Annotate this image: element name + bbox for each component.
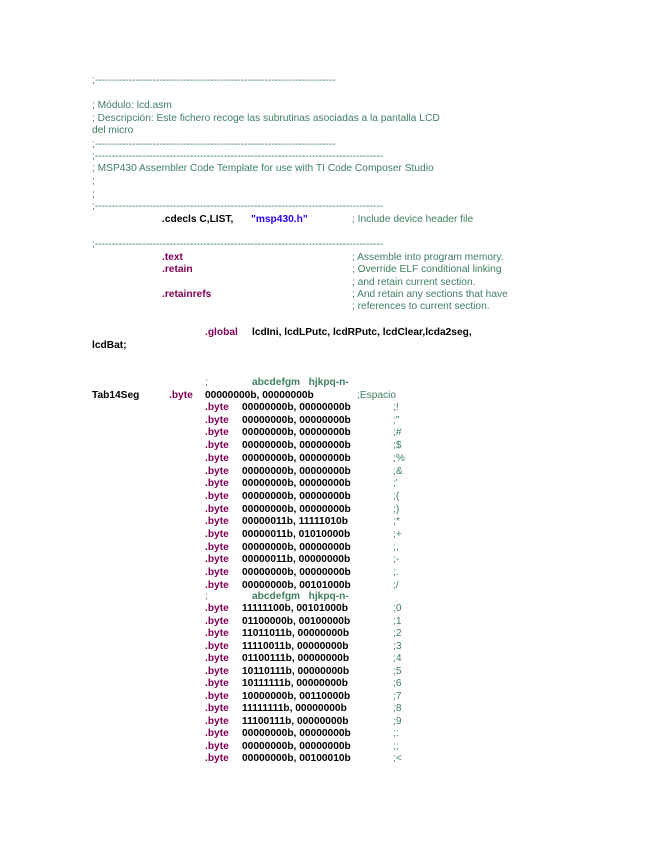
byte-directive: .byte (205, 427, 229, 439)
template-comment: ; MSP430 Assembler Code Template for use with TI Code Composer Studio (92, 163, 434, 174)
global-directive: .global (205, 327, 238, 338)
description-comment: ; Descripción: Este fichero recoge las subrutinas asociadas a la pantalla LCD (92, 113, 440, 124)
section-comment: ; and retain current section. (352, 277, 476, 288)
byte-values: 11111100b, 00101000b (242, 603, 348, 614)
char-comment: ;- (393, 554, 400, 566)
char-comment: ;' (393, 478, 398, 490)
char-comment: ;6 (393, 678, 402, 689)
byte-values: 00000000b, 00000000b (242, 452, 351, 464)
char-comment: ;3 (393, 640, 402, 652)
char-comment: ;) (393, 503, 400, 515)
byte-values: 00000000b, 00000000b (242, 427, 351, 439)
section-comment: ; Assemble into program memory. (352, 252, 504, 263)
byte-values: 11110011b, 00000000b (242, 640, 349, 652)
byte-directive: .byte (205, 640, 229, 652)
byte-directive: .byte (205, 516, 229, 528)
section-directive: .retain (162, 264, 193, 275)
byte-values: 00000000b, 00000000b (242, 728, 351, 739)
char-comment: ;8 (393, 703, 402, 714)
byte-directive: .byte (205, 554, 229, 566)
separator-line: ;------------------------------------------------------------------------------------- (92, 239, 384, 250)
separator-line: ;----------------------------------------------------------------------- (92, 139, 336, 150)
byte-directive: .byte (205, 440, 229, 452)
byte-values: 00000000b, 00000000b (242, 440, 351, 452)
char-comment: ;" (393, 414, 400, 426)
char-comment: ;2 (393, 628, 402, 639)
byte-directive: .byte (205, 678, 229, 689)
section-comment: ; references to current section. (352, 301, 490, 312)
byte-directive: .byte (205, 402, 229, 413)
table-label: Tab14Seg (92, 390, 140, 401)
byte-directive: .byte (205, 603, 229, 614)
byte-directive: .byte (205, 529, 229, 540)
byte-values: 00000000b, 00000000b (242, 740, 351, 752)
byte-directive: .byte (205, 628, 229, 639)
byte-values: 00000000b, 00000000b (242, 402, 351, 413)
byte-values: 00000000b, 00000000b (242, 503, 351, 515)
separator-line: ;------------------------------------------------------------------------------------- (92, 151, 384, 162)
byte-directive: .byte (205, 753, 229, 764)
byte-directive: .byte (205, 452, 229, 464)
byte-values: 11100111b, 00000000b (242, 715, 349, 727)
byte-directive: .byte (205, 567, 229, 579)
char-comment: ;1 (393, 615, 402, 627)
char-comment: ;; (393, 740, 399, 752)
empty-comment: ; (92, 189, 95, 200)
char-comment: ;( (393, 490, 400, 502)
byte-values: 00000011b, 01010000b (242, 529, 351, 540)
char-comment: ;* (393, 516, 400, 528)
byte-directive: .byte (205, 478, 229, 490)
separator-line: ;------------------------------------------------------------------------------------- (92, 201, 384, 212)
char-comment: ;0 (393, 603, 402, 614)
byte-values: 01100000b, 00100000b (242, 615, 351, 627)
byte-directive: .byte (205, 541, 229, 553)
module-name-comment: ; Módulo: lcd.asm (92, 100, 172, 111)
char-comment: ;5 (393, 665, 402, 677)
byte-directive: .byte (205, 465, 229, 477)
byte-directive: .byte (205, 703, 229, 714)
char-comment: ;Espacio (357, 390, 397, 401)
section-comment: ; And retain any sections that have (352, 289, 508, 300)
byte-values: 00000000b, 00000000b (205, 390, 314, 401)
byte-directive: .byte (205, 490, 229, 502)
cdecls-comment: ; Include device header file (352, 214, 474, 225)
header-file-string: "msp430.h" (251, 214, 308, 225)
byte-values: 10000000b, 00110000b (242, 690, 351, 702)
byte-directive: .byte (205, 728, 229, 739)
empty-comment: ; (92, 176, 95, 187)
bit-map-header: abcdefgm hjkpq-n- (252, 591, 349, 602)
char-comment: ;, (393, 541, 399, 553)
char-comment: ;4 (393, 653, 402, 664)
global-symbols-continued: lcdBat; (92, 340, 127, 351)
char-comment: ;! (393, 402, 399, 413)
byte-directive: .byte (205, 740, 229, 752)
byte-values: 10111111b, 00000000b (242, 678, 348, 689)
char-comment: ;% (393, 452, 405, 464)
byte-directive: .byte (205, 414, 229, 426)
byte-directive: .byte (169, 390, 193, 401)
byte-values: 00000000b, 00000000b (242, 567, 351, 579)
byte-values: 00000000b, 00000000b (242, 541, 351, 553)
byte-values: 00000000b, 00000000b (242, 478, 351, 490)
char-comment: ;. (393, 567, 399, 579)
char-comment: ;: (393, 728, 399, 739)
byte-values: 00000000b, 00000000b (242, 490, 351, 502)
byte-directive: .byte (205, 579, 229, 591)
byte-values: 00000000b, 00000000b (242, 414, 351, 426)
byte-directive: .byte (205, 665, 229, 677)
byte-directive: .byte (205, 653, 229, 664)
char-comment: ;$ (393, 440, 402, 452)
section-comment: ; Override ELF conditional linking (352, 264, 502, 275)
separator-line: ;----------------------------------------------------------------------- (92, 75, 336, 86)
description-comment-continued: del micro (92, 125, 134, 136)
byte-directive: .byte (205, 615, 229, 627)
char-comment: ;/ (393, 579, 399, 591)
byte-values: 00000000b, 00000000b (242, 465, 351, 477)
byte-values: 10110111b, 00000000b (242, 665, 350, 677)
byte-values: 00000011b, 00000000b (242, 554, 351, 566)
table-header-semicolon: ; (205, 591, 208, 602)
byte-directive: .byte (205, 690, 229, 702)
table-header-semicolon: ; (205, 377, 208, 388)
char-comment: ;9 (393, 715, 402, 727)
section-directive: .text (162, 252, 183, 263)
char-comment: ;7 (393, 690, 402, 702)
byte-values: 00000000b, 00101000b (242, 579, 351, 591)
char-comment: ;+ (393, 529, 402, 540)
bit-map-header: abcdefgm hjkpq-n- (252, 377, 349, 388)
global-symbols: lcdIni, lcdLPutc, lcdRPutc, lcdClear,lcda2seg, (252, 327, 472, 338)
byte-values: 11011011b, 00000000b (242, 628, 350, 639)
char-comment: ;# (393, 427, 402, 439)
char-comment: ;& (393, 465, 403, 477)
cdecls-directive: .cdecls C,LIST, (162, 214, 234, 225)
byte-directive: .byte (205, 503, 229, 515)
byte-directive: .byte (205, 715, 229, 727)
section-directive: .retainrefs (162, 289, 212, 300)
byte-values: 01100111b, 00000000b (242, 653, 350, 664)
byte-values: 00000000b, 00100010b (242, 753, 351, 764)
byte-values: 00000011b, 11111010b (242, 516, 348, 528)
char-comment: ;< (393, 753, 402, 764)
byte-values: 11111111b, 00000000b (242, 703, 347, 714)
